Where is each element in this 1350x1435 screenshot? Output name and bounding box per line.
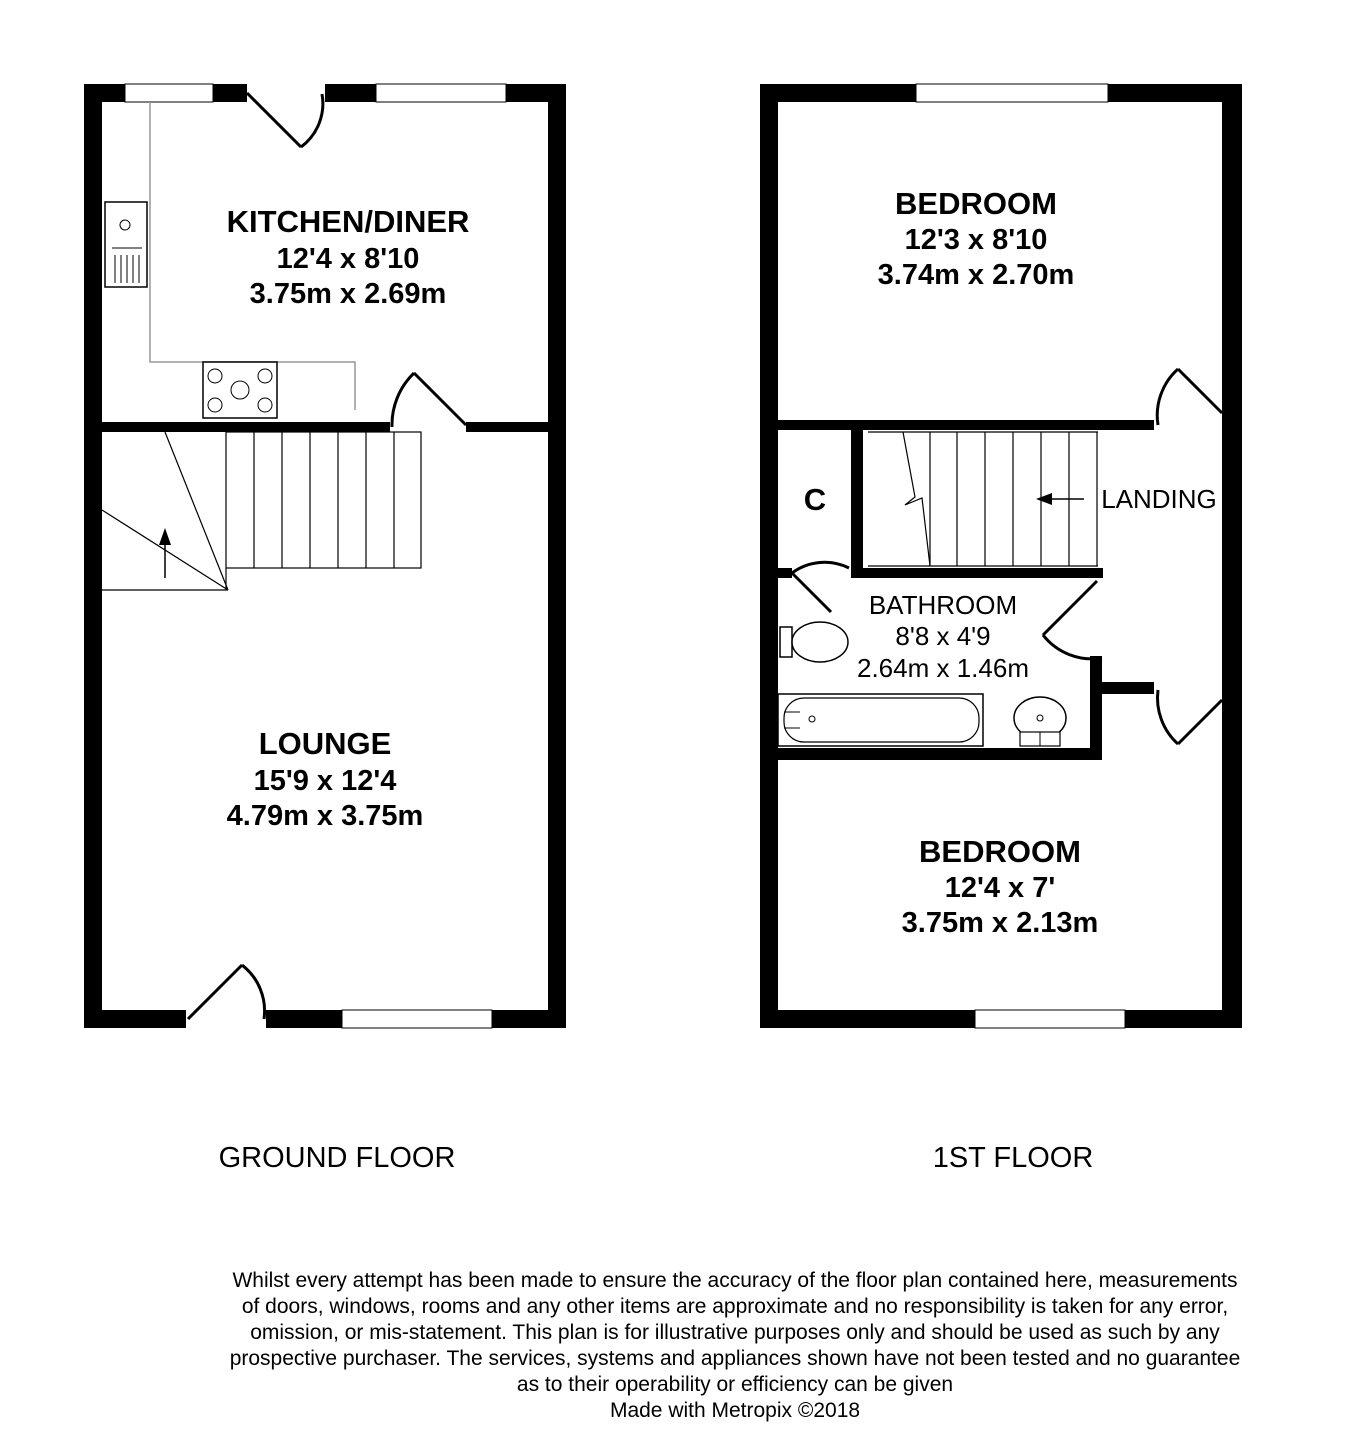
- inner-wall: [778, 748, 1102, 760]
- bath-icon: [778, 694, 983, 746]
- outer-wall: [84, 1010, 566, 1028]
- outer-wall: [760, 84, 778, 1028]
- first-floor: [760, 84, 1242, 1174]
- ground-floor: [84, 84, 566, 1174]
- disclaimer-line: of doors, windows, rooms and any other items are approximate and no responsibility is taken for any error,: [241, 1295, 1229, 1318]
- window: [342, 1010, 492, 1028]
- lounge-room: [102, 432, 548, 1010]
- room-name: KITCHEN/DINER: [226, 204, 470, 239]
- inner-wall: [778, 420, 1154, 430]
- room-dimensions: 2.64m x 1.46m: [857, 653, 1029, 683]
- inner-wall: [466, 422, 548, 432]
- disclaimer-line: omission, or mis-statement. This plan is for illustrative purposes only and should be used as such by any: [250, 1321, 1220, 1344]
- room-name: LOUNGE: [258, 726, 392, 761]
- outer-wall: [84, 84, 102, 1028]
- door-opening: [247, 84, 325, 102]
- window: [376, 84, 506, 102]
- sink-icon: [105, 202, 147, 287]
- credit: Made with Metropix ©2018: [609, 1399, 861, 1422]
- room-dimensions: 15'9 x 12'4: [253, 765, 397, 797]
- disclaimer-line: as to their operability or efficiency can be given: [516, 1373, 954, 1396]
- toilet-icon: [780, 622, 848, 662]
- room-dimensions: 12'4 x 8'10: [276, 243, 420, 275]
- window: [975, 1010, 1125, 1028]
- outer-wall: [548, 84, 566, 1028]
- room-name: BATHROOM: [868, 590, 1018, 620]
- inner-wall: [851, 430, 863, 578]
- hob-icon: [203, 362, 277, 418]
- room-dimensions: 3.75m x 2.13m: [901, 907, 1099, 939]
- floor-label: 1ST FLOOR: [932, 1142, 1094, 1174]
- outer-wall: [1222, 84, 1242, 1028]
- inner-wall: [1102, 682, 1154, 694]
- room-name: BEDROOM: [919, 834, 1081, 869]
- cupboard-label: C: [803, 482, 827, 517]
- disclaimer: [150, 1268, 1320, 1424]
- room-dimensions: 3.74m x 2.70m: [877, 259, 1075, 291]
- room-dimensions: 12'3 x 8'10: [904, 224, 1048, 256]
- landing-label: LANDING: [1101, 484, 1217, 514]
- inner-wall: [1090, 656, 1102, 758]
- disclaimer-line: prospective purchaser. The services, systems and appliances shown have not been tested and no guarantee: [229, 1347, 1241, 1370]
- inner-wall: [778, 568, 792, 578]
- room-dimensions: 4.79m x 3.75m: [226, 800, 424, 832]
- inner-wall: [851, 568, 1103, 578]
- window: [125, 84, 213, 102]
- room-dimensions: 8'8 x 4'9: [895, 621, 991, 651]
- room-name: BEDROOM: [895, 186, 1057, 221]
- room-dimensions: 12'4 x 7': [944, 872, 1056, 904]
- window: [916, 84, 1108, 102]
- basin-icon: [1014, 697, 1066, 746]
- disclaimer-line: Whilst every attempt has been made to ensure the accuracy of the floor plan contained here, measurements: [232, 1269, 1238, 1292]
- door-opening: [186, 1010, 266, 1028]
- floor-label: GROUND FLOOR: [218, 1142, 456, 1174]
- inner-wall: [102, 422, 390, 432]
- room-dimensions: 3.75m x 2.69m: [249, 278, 447, 310]
